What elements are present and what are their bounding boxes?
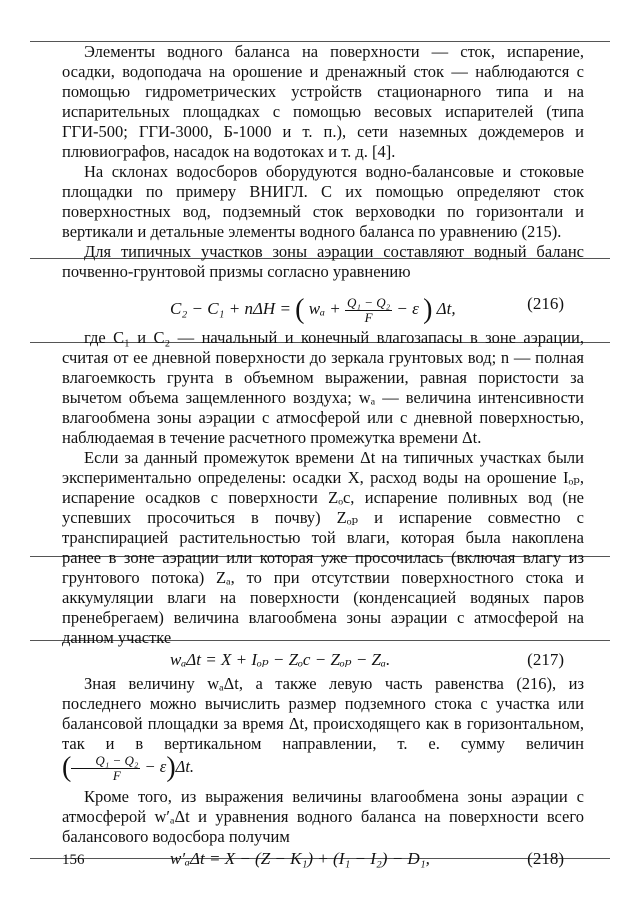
eq216-lhs: C₂ − C₁ + nΔH =	[170, 298, 291, 318]
eq216-eps: − ε	[396, 298, 419, 318]
paragraph-5: Если за данный промежуток времени Δt на типичных участках были экспериментально определены: осадки X, расход воды на орошение Iₒₚ, испарение осадков с поверхности Zₒc, испарение поливных вод (не успевших просочиться в почву) Zₒₚ и испарение совместно с транспирацией растительностью той влаги, которая была накоплена ранее в зоне аэрации или которая уже просочилась (включая влагу из грунтового потока) Zₐ, то при отсутствии поверхностного стока и аккумуляции влаги на поверхности (конденсацией водяных паров пренебрегаем) величина влагообмена зоны аэрации с атмосферой на данном участке	[62, 448, 584, 647]
eq216-inner: wₐ +	[308, 298, 341, 318]
eq217-body: wₐΔt = X + Iₒₚ − Zₒc − Zₒₚ − Zₐ.	[170, 650, 391, 669]
paragraph-1: Элементы водного баланса на поверхности — сток, испарение, осадки, водоподача на орошение и дренажный сток — наблюдаются с помощью гидрометрических устройств стационарного типа и на испарительных площадках с помощью весовых испарителей (типа ГГИ-500; ГГИ-3000, Б-1000 и т. п.), сети наземных дождемеров и плювиографов, насадок на водотоках и т. д. [4].	[62, 42, 584, 161]
equation-217	[62, 648, 584, 674]
page-body	[62, 42, 584, 873]
eq216-after: Δt,	[436, 298, 456, 318]
eq217-number: (217)	[527, 650, 564, 669]
paragraph-3: Для типичных участков зоны аэрации составляют водный баланс почвенно-грунтовой призмы согласно уравнению	[62, 242, 584, 281]
equation-216: C₂ − C₁ + nΔH = ( wₐ + $\frac{\text{Q₁ − Q₂}}{F}$ − ε ) Δt, (216)	[170, 294, 564, 325]
equation-218	[62, 847, 584, 873]
paragraph-4: где C₁ и C₂ — начальный и конечный влагозапасы в зоне аэрации, считая от ее дневной поверхности до зеркала грунтовых вод; n — полная влагоемкость грунта в объемном выражении, равная пористости за вычетом объема защемленного воздуха; wₐ — величина интенсивности влагообмена зоны аэрации с атмосферой или с дневной поверхностью, наблюдаемая в течение расчетного промежутка времени Δt.	[62, 328, 584, 447]
eq216-number: (216)	[527, 294, 564, 313]
page-number: 156	[62, 852, 85, 868]
eq218-number: (218)	[527, 849, 564, 868]
inline-equation-sum: ( $\frac{\text{Q₁ − Q₂}}{F}$ − ε)Δt.	[62, 752, 195, 784]
paragraph-2: На склонах водосборов оборудуются водно-балансовые и стоковые площадки по примеру ВНИГЛ. С их помощью определяют сток поверхностных вод, подземный сток верховодки по горизонтали и вертикали и детальные элементы водного баланса по уравнению (215).	[62, 162, 584, 241]
eq216-fraction: $\frac{\text{Q₁ − Q₂}}{F}$	[347, 294, 391, 325]
paragraph-6: Зная величину wₐΔt, а также левую часть равенства (216), из последнего можно вычислить размер подземного стока с участка или балансовой площадки за время Δt, происходящего как в горизонтальном, так и в вертикальном направлении, т. е. сумму величин ( $\frac{\text{Q₁ − Q₂}}{F}$ − ε)Δt.	[62, 674, 584, 784]
eq218-body: w′ₐΔt = X − (Z − K₁) + (I₁ − I₂) − D₁,	[170, 849, 430, 868]
paragraph-7: Кроме того, из выражения величины влагообмена зоны аэрации с атмосферой w′ₐΔt и уравнения водного баланса на поверхности всего балансового водосбора получим	[62, 787, 584, 846]
